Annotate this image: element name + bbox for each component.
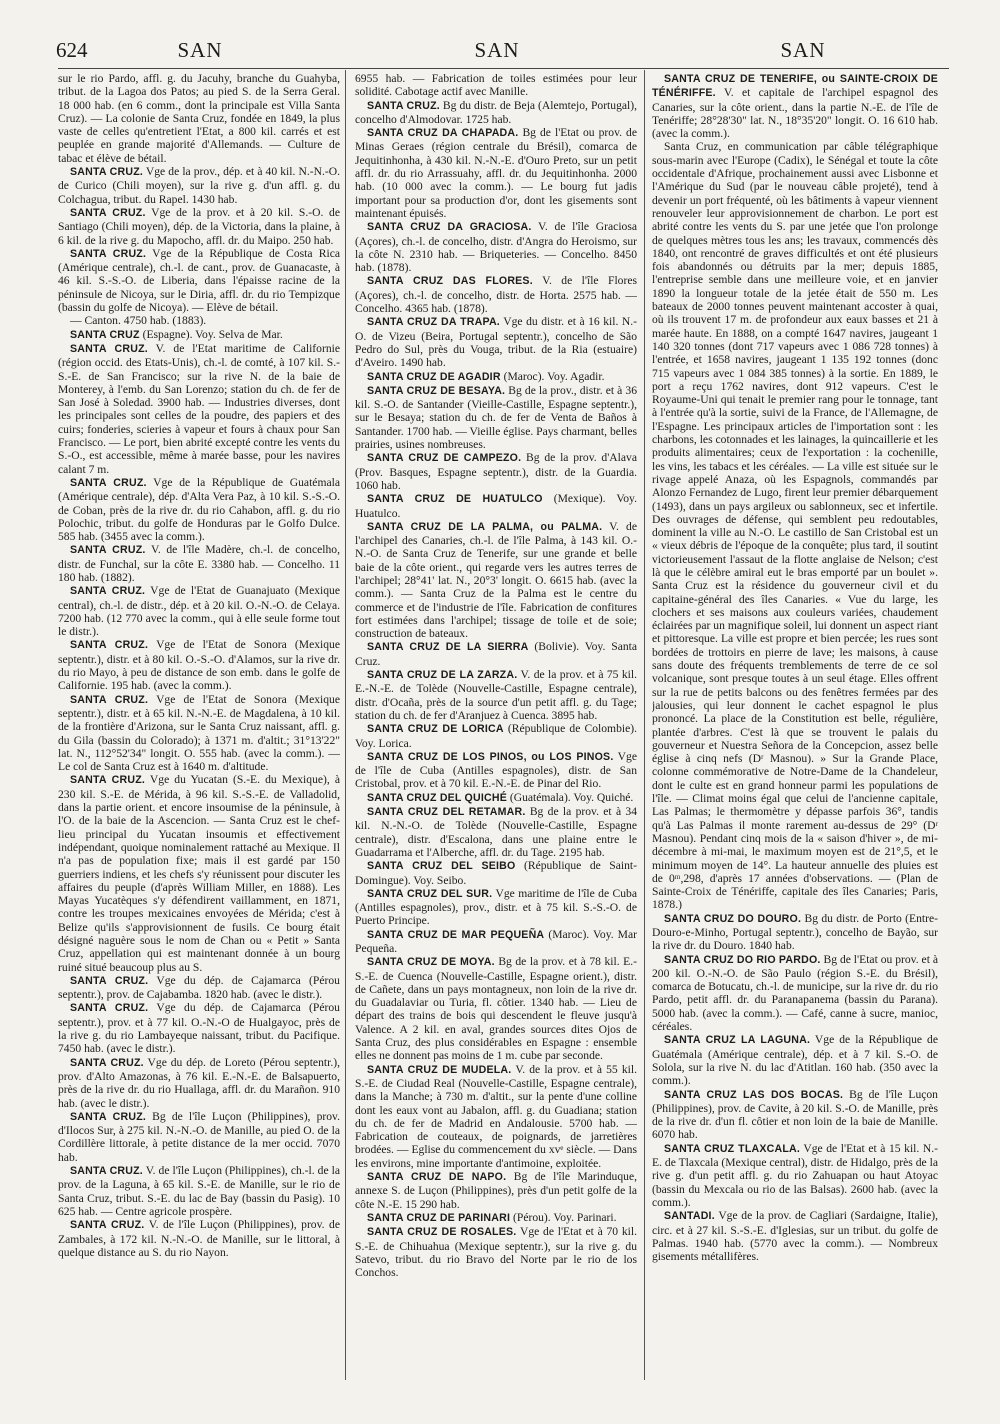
entry-text: Bg de la prov. d'Alava (Prov. Basques, Espagne septentr.), distr. de la Guardia. 1060 hab. xyxy=(355,451,637,492)
dictionary-entry xyxy=(355,220,637,274)
entry-text: V. et capitale de l'archipel espagnol des Canaries, sur la côte orient., dans la partie N.-E. de l'île de Tenériffe; 28°28'30" lat. N., 18°35'20" longit. O. 16 610 hab. (avec la comm.). xyxy=(652,86,938,141)
entry-headword: SANTA CRUZ DEL SUR. xyxy=(367,887,493,900)
entry-text: Vge de l'Etat et à 70 kil. S.-E. de Chihuahua (Mexique septentr.), sur la rive g. du Satevo, tribut. du rio Bravo del Norte par le rio de los Conchos. xyxy=(355,1225,637,1280)
entry-text: 6955 hab. — Fabrication de toiles estimées pour leur solidité. Cabotage actif avec Manille. xyxy=(355,72,637,99)
entry-headword: SANTA CRUZ DE MOYA. xyxy=(367,956,495,969)
entry-headword: SANTA CRUZ DA TRAPA. xyxy=(367,316,500,329)
dictionary-entry xyxy=(355,805,637,859)
entry-headword: SANTA CRUZ. xyxy=(70,774,146,787)
entry-headword: SANTA CRUZ DE MAR PEQUEÑA xyxy=(367,928,545,941)
dictionary-entry xyxy=(355,1063,637,1170)
entry-text: Vge de la République de Costa Rica (Amérique centrale), ch.-l. de cant., prov. de Guanacaste, à 46 kil. S.-S.-O. de Liberia, dans l'épaisse racine de la péninsule de Nicoya, sur le Diria, affl. dr. du rio Tempizque (bassin du golfe de Nicoya). — Elève de bétail. xyxy=(58,246,340,315)
entry-headword: SANTA CRUZ DEL QUICHÉ xyxy=(367,791,507,804)
entry-headword: SANTA CRUZ. xyxy=(70,1056,144,1069)
dictionary-entry xyxy=(58,342,340,476)
entry-text: V. de l'archipel des Canaries, ch.-l. de l'île Palma, à 143 kil. O.-N.-O. de Santa Cruz de Tenerife, sur une grande et belle baie de la côte orient., qui regarde vers les autres terres de l'archipel; 28°41' lat. N., 20°3' longit. O. 6615 hab. (avec la comm.). — Santa Cruz de la Palma est le centre du commerce et de l'industrie de l'île. Fabrication de confitures fort estimées dans l'archipel; tissage de toile et de soie; construction de bateaux. xyxy=(355,519,637,641)
entry-text: V. de l'île Flores (Açores), ch.-l. de concelho, distr. de Horta. 2575 hab. — Concelho. 4365 hab. (1878). xyxy=(355,274,637,316)
entry-text: Bg de la prov. et à 34 kil. N.-N.-O. de Tolède (Nouvelle-Castille, Espagne centrale), distr. d'Escalona, dans une plaine entre le Guadarrama et l'Alberche, affl. dr. du Tage. 2195 hab. xyxy=(355,805,637,859)
dictionary-entry xyxy=(355,668,637,722)
entry-headword: SANTA CRUZ. xyxy=(367,99,440,112)
entry-text: V. de l'Etat maritime de Californie (région occid. des Etats-Unis), ch.-l. de comté, à 107 kil. S.-S.-E. de San Francisco; sur la rive N. de la baie de Monterey, à l'emb. du San Lorenzo; station du ch. de fer de San José à Soledad. 3900 hab. — Industries diverses, dont les principales sont celles de la poudre, des papiers et des cuirs; fonderies, scieries à vapeur et fours à chaux pour San Francisco. — Le port, bien abrité excepté contre les vents du S.-O., est accessible, même à marée basse, pour les navires calant 7 m. xyxy=(58,341,340,476)
dictionary-entry xyxy=(58,476,340,543)
dictionary-entry xyxy=(355,887,637,928)
entry-headword: SANTA CRUZ DEL SEIBO xyxy=(367,860,516,873)
dictionary-entry xyxy=(355,1225,637,1279)
entry-headword: SANTA CRUZ DEL RETAMAR. xyxy=(367,806,526,819)
running-head-center: SAN xyxy=(474,38,520,62)
dictionary-entry xyxy=(58,1218,340,1259)
dictionary-entry xyxy=(355,1211,637,1225)
dictionary-entry xyxy=(355,370,637,384)
entry-text: V. de l'île Luçon (Philippines), prov. de Zambales, à 172 kil. N.-N.-O. de Manille, sur le littoral, à quelque distance au S. du rio Nayon. xyxy=(58,1218,340,1259)
entry-headword: SANTA CRUZ. xyxy=(70,342,148,355)
entry-headword: SANTA CRUZ. xyxy=(70,639,149,652)
entry-headword: SANTA CRUZ DE LA PALMA, ou PALMA. xyxy=(367,520,603,533)
running-head-left: SAN xyxy=(177,38,223,62)
text-column-2 xyxy=(355,72,637,1412)
entry-text: Vge du distr. et à 16 kil. N.-O. de Vizeu (Beira, Portugal septentr.), concelho de São Pedro do Sul, près du Vouga, tribut. de la Ria (estuaire) d'Aveiro. 1490 hab. xyxy=(355,315,637,370)
dictionary-entry xyxy=(58,1056,340,1110)
dictionary-entry xyxy=(652,1209,938,1263)
dictionary-entry xyxy=(58,72,340,165)
entry-headword: SANTA CRUZ DE CAMPEZO. xyxy=(367,452,522,465)
entry-text: (République de Colombie). Voy. Lorica. xyxy=(355,722,637,750)
dictionary-entry xyxy=(58,543,340,584)
text-column-1 xyxy=(58,72,340,1412)
entry-headword: SANTA CRUZ TLAXCALA. xyxy=(664,1142,800,1155)
entry-text: sur le rio Pardo, affl. g. du Jacuhy, branche du Guahyba, tribut. de la Lagoa dos Patos; au pied S. de la Serra Geral. 18 000 hab. (en 6 comm., dont la principale est Villa Santa Cruz). — La colonie de Santa Cruz, fondée en 1849, la plus vaste de celles qu'entretient l'Etat, a 800 kil. carrés et est peuplée en grande majorité d'Allemands. — Culture de tabac et élève de bétail. xyxy=(58,72,340,165)
entry-text: Vge du dép. de Cajamarca (Pérou septentr.), prov. de Cajabamba. 1820 hab. (avec le distr.). xyxy=(58,973,340,1002)
entry-headword: SANTA CRUZ LAS DOS BOCAS. xyxy=(664,1088,844,1101)
entry-headword: SANTA CRUZ DE LA SIERRA xyxy=(367,641,529,654)
dictionary-entry xyxy=(355,492,637,520)
entry-headword: SANTA CRUZ xyxy=(70,328,140,341)
page-number: 624 xyxy=(56,38,88,62)
entry-text: V. de la prov. et à 55 kil. S.-E. de Ciudad Real (Nouvelle-Castille, Espagne centrale), dans la Manche; à 730 m. d'altit., sur la pente d'une colline dont les eaux vont au Jabalon, affl. g. du Guadiana; station du ch. de fer de Madrid en Andalousie. 5700 hab. — Fabrication de couteaux, de poignards, de jarretières brodées. — Eglise du commencement du xvᵉ siècle. — Dans les environs, mine importante d'antimoine, exploitée. xyxy=(355,1062,637,1170)
entry-headword: SANTADI. xyxy=(664,1210,715,1223)
entry-text: (Bolivie). Voy. Santa Cruz. xyxy=(355,640,637,668)
entry-headword: SANTA CRUZ DO DOURO. xyxy=(664,912,802,925)
entry-text: Bg de l'Etat ou prov. de Minas Geraes (région centrale du Brésil), comarca de Jequitinhonha, à 430 kil. N.-N.-E. d'Ouro Preto, sur un petit affl. dr. du rio Arrassuahy, affl. dr. du Jequitinhonha. 2000 hab. (10 000 avec la comm.). — Le bourg fut jadis important pour sa production d'or, dont les gisements sont maintenant épuisés. xyxy=(355,126,637,220)
dictionary-entry xyxy=(652,953,938,1034)
entry-headword: SANTA CRUZ DE PARINARI xyxy=(367,1211,511,1224)
entry-headword: SANTA CRUZ DE LA ZARZA. xyxy=(367,669,518,682)
dictionary-entry xyxy=(58,328,340,342)
dictionary-entry xyxy=(652,912,938,953)
entry-text: Bg de la prov., distr. et à 36 kil. S.-O. de Santander (Vieille-Castille, Espagne septentr.), sur le Besaya; station du ch. de fer de Venta de Baños à Santander. 1700 hab. — Vieille église. Pays charmant, belles prairies, usines nombreuses. xyxy=(355,383,637,452)
dictionary-entry xyxy=(58,1110,340,1164)
dictionary-entry xyxy=(355,274,637,315)
dictionary-entry xyxy=(58,974,340,1002)
entry-headword: SANTA CRUZ. xyxy=(70,1002,149,1015)
entry-headword: SANTA CRUZ DE NAPO. xyxy=(367,1171,507,1184)
dictionary-entry xyxy=(355,126,637,220)
entry-headword: SANTA CRUZ. xyxy=(70,585,146,598)
dictionary-entry xyxy=(58,1164,340,1218)
dictionary-entry xyxy=(355,384,637,451)
text-column-3 xyxy=(652,72,938,1412)
entry-headword: SANTA CRUZ DE MUDELA. xyxy=(367,1063,512,1076)
entry-headword: SANTA CRUZ DAS FLORES. xyxy=(367,275,533,288)
entry-text: Vge de l'île de Cuba (Antilles espagnoles), distr. de San Cristobal, prov. et à 70 kil. E.-N.-E. de Pinar del Rio. xyxy=(355,749,637,791)
entry-text: Vge du dép. de Loreto (Pérou septentr.), prov. d'Alto Amazonas, à 76 kil. E.-N.-E. de Balsapuerto, près de la rive dr. du rio Huallaga, affl. dr. du Marañon. 910 hab. (avec le distr.). xyxy=(58,1055,340,1110)
entry-headword: SANTA CRUZ DA GRACIOSA. xyxy=(367,221,532,234)
entry-headword: SANTA CRUZ DE HUATULCO xyxy=(367,493,543,506)
entry-text: Bg de l'île Luçon (Philippines), prov. de Cavite, à 20 kil. S.-O. de Manille, près de la rive dr. d'un fl. côtier et non loin de la baie de Manille. 6070 hab. xyxy=(652,1087,938,1142)
dictionary-entry xyxy=(355,520,637,641)
dictionary-entry xyxy=(652,1033,938,1087)
entry-text: (Mexique). Voy. Huatulco. xyxy=(355,492,637,520)
entry-text: Vge de la prov. de Cagliari (Sardaigne, Italie), circ. et à 27 kil. S.-S.-E. d'Iglesias, sur un tribut. du golfe de Palmas. 1940 hab. (5770 avec la comm.). — Nombreux gisements métallifères. xyxy=(652,1209,938,1264)
entry-headword: SANTA CRUZ. xyxy=(70,247,147,260)
entry-text: Vge de la prov. et à 20 kil. S.-O. de Santiago (Chili moyen), dép. de la Victoria, dans la plaine, à 6 kil. de la rive g. du Mapocho, affl. dr. du Maipo. 250 hab. xyxy=(58,205,340,247)
dictionary-entry xyxy=(355,99,637,127)
entry-text: V. de l'île Madère, ch.-l. de concelho, distr. de Funchal, sur la côte E. 3380 hab. — Concelho. 11 180 hab. (1882). xyxy=(58,543,340,584)
dictionary-entry xyxy=(355,1170,637,1211)
entry-headword: SANTA CRUZ. xyxy=(70,166,144,179)
page-header xyxy=(0,38,1000,68)
entry-headword: SANTA CRUZ DE TENERIFE, ou SAINTE-CROIX DE TÉNÉRIFFE. xyxy=(652,73,938,100)
entry-text: Bg du distr. de Porto (Entre-Douro-e-Minho, Portugal septentr.), concelho de Bayão, sur la rive dr. du Douro. 1840 hab. xyxy=(652,911,938,953)
dictionary-entry xyxy=(355,72,637,99)
dictionary-entry xyxy=(58,584,340,638)
entry-headword: SANTA CRUZ DE LOS PINOS, ou LOS PINOS. xyxy=(367,750,614,763)
entry-text: Vge de l'Etat et à 15 kil. N.-E. de Tlaxcala (Mexique central), distr. de Hidalgo, près de la rive g. d'un petit affl. g. du rio Zahuapan ou haut Atoyac (bassin du Mexcala ou rio de las Balsas). 2600 hab. (avec la comm.). xyxy=(652,1141,938,1209)
entry-text: Santa Cruz, en communication par câble télégraphique sous-marin avec l'Europe (Cadix), le Sénégal et toute la côte occidentale d'Afrique, prochainement aussi avec Lisbonne et l'Amérique du Sud (par le nouveau câble projeté), tend à devenir un port fréquenté, où les bâtiments à vapeur viennent renouveler leur approvisionnement de charbon. Le port est abrité contre les vents du S. par une jetée que l'on prolonge de quelques mètres tous les ans; les travaux, commencés dès 1840, ont rencontré de graves difficultés et ont été plusieurs fois abandonnés ou détruits par la mer; depuis 1885, l'entreprise semble dans une meilleure voie, et en janvier 1890 la longueur totale de la jetée était de 550 m. Les bateaux de 2000 tonnes peuvent maintenant accoster à quai, où ils trouvent 17 m. de profondeur aux eaux basses et 21 à marée haute. En 1888, on a compté 1647 navires, jaugeant 1 140 320 tonnes (dont 717 vapeurs avec 1 086 728 tonnes) à l'entrée, et 1658 navires, jaugeant 1 135 192 tonnes (donc 715 vapeurs avec 1 084 385 tonnes) à la sortie. En 1889, le port a reçu 1762 navires, dont 912 vapeurs. C'est le Royaume-Uni qui tenait le premier rang pour le tonnage, tant à l'entrée qu'à la sortie, suivi de la France, de l'Allemagne, de l'Espagne. Les principaux articles de l'importation sont : les charbons, les cotonnades et les lainages, la quincaillerie et les produits alimentaires; ceux de l'exportation : la cochenille, les vins, les tabacs et les céréales. — La ville est située sur le rivage appelé Anaza, où les Espagnols, commandés par Alonzo Fernandez de Lugo, firent leur premier débarquement (1493), dans un pays argileux ou sablonneux, sec et infertile. Des ouvrages de défense, qui semblent peu redoutables, dominent la ville au N.-O. Le castillo de San Cristobal est un « vieux débris de l'époque de la conquête; plus tard, il soutint victorieusement l'assaut de la flotte anglaise de Nelson; c'est là que le célèbre amiral eut le bras emporté par un boulet ». Santa Cruz est la résidence du gouverneur civil et du capitaine-général des îles Canaries. « Vue du large, les clochers et ses maisons aux couleurs variées, chaudement éclairées par un magnifique soleil, lui donnent un aspect riant et pittoresque. La ville est propre et bien percée; les rues sont bordées de trottoirs en pierre de lave; les maisons, à cause sans doute des fréquents tremblements de terre de ce sol volcanique, sont presque toutes à un seul étage. Elles offrent sur la rue de petits balcons ou des fenêtres fermées par des jalousies, qui leur donnent le cachet espagnol le plus prononcé. La place de la Constitution est belle, régulière, plantée d'arbres. C'est là que se trouvent le palais du gouverneur et Nuestra Señora de la Concepcion, assez belle église à cinq nefs (Dʳ Masnou). » Sur la Grande Place, colonne commémorative de Notre-Dame de la Chandeleur, dont le culte est en grand honneur parmi les populations de l'île. — Climat moins égal que celui de l'ancienne capitale, Las Palmas; le thermomètre y dépasse parfois 36°, tandis qu'à Las Palmas il monte rarement au-dessus de 29° (Dʳ Masnou). Pendant cinq mois de la « saison d'hiver », de mi-décembre à mi-mai, le maximum moyen est de 21°,5, et le minimum moyen de 14°. La hauteur annuelle des pluies est de 0ᵐ,298, d'après 17 années d'observations. — (Plan de Sainte-Croix de Ténériffe, capitale des îles Canaries; Paris, 1878.) xyxy=(652,140,938,912)
entry-text: V. de l'île Graciosa (Açores), ch.-l. de concelho, distr. d'Angra do Heroismo, sur la côte N. 2310 hab. — Briqueteries. — Concelho. 8450 hab. (1878). xyxy=(355,220,637,275)
entry-text: Vge de l'Etat de Sonora (Mexique septentr.), distr. et à 65 kil. N.-N.-E. de Magdalena, à 10 kil. de la frontière d'Arizona, sur le Santa Cruz naissant, affl. g. du Gila (bassin du Colorado); à 1371 m. d'altit.; 31°13'22" lat. N., 112°52'34" longit. O. 555 hab. (avec la comm.). — Le col de Santa Cruz est à 1640 m. d'altitude. xyxy=(58,692,340,774)
running-head-right: SAN xyxy=(780,38,826,62)
entry-text: Vge de la prov., dép. et à 40 kil. N.-N.-O. de Curico (Chili moyen), sur la rive g. d'un affl. g. du Colchagua, tribut. du Rapel. 1430 hab. xyxy=(58,165,340,206)
entry-text: Bg de l'Etat ou prov. et à 200 kil. O.-N.-O. de São Paulo (région S.-E. du Brésil), comarca de Botucatu, ch.-l. de municipe, sur la rive dr. du rio Pardo, petit affl. dr. du Paranapanema (bassin du Parana). 5000 hab. (avec la comm.). — Café, canne à sucre, manioc, céréales. xyxy=(652,952,938,1034)
entry-text: Vge maritime de l'île de Cuba (Antilles espagnoles), prov., distr. et à 75 kil. S.-S.-O. de Puerto Principe. xyxy=(355,886,637,928)
dictionary-entry xyxy=(355,640,637,668)
entry-headword: SANTA CRUZ. xyxy=(70,693,149,706)
dictionary-entry xyxy=(58,206,340,247)
entry-headword: SANTA CRUZ DE ROSALES. xyxy=(367,1226,517,1239)
entry-text: V. de la prov. et à 75 kil. E.-N.-E. de Tolède (Nouvelle-Castille, Espagne centrale), distr. d'Ocaña, près de la source d'un petit affl. g. du Tage; station du ch. de fer d'Aranjuez à Cuenca. 3895 hab. xyxy=(355,668,637,722)
entry-text: V. de l'île Luçon (Philippines), ch.-l. de la prov. de la Laguna, à 65 kil. S.-E. de Manille, sur le rio de Santa Cruz, tribut. S.-E. du lac de Bay (bassin du Pasig). 10 625 hab. — Centre agricole prospère. xyxy=(58,1164,340,1218)
entry-text: Vge de l'Etat de Guanajuato (Mexique central), ch.-l. de distr., dép. et à 20 kil. O.-N.-O. de Celaya. 7200 hab. (12 770 avec la comm., qui à elle seule forme tout le distr.). xyxy=(58,584,340,639)
dictionary-entry xyxy=(652,72,938,140)
entry-headword: SANTA CRUZ. xyxy=(70,1165,143,1178)
entry-text: Vge de la République de Guatémala (Amérique centrale), dép. d'Alta Vera Paz, à 10 kil. S.-S.-O. de Coban, près de la rive dr. du rio Cahabon, affl. g. du rio Polochic, tribut. du golfe de Honduras par le Golfo Dulce. 585 hab. (3455 avec la comm.). xyxy=(58,475,340,544)
entry-headword: SANTA CRUZ. xyxy=(70,544,146,557)
dictionary-entry xyxy=(355,859,637,887)
header-rule xyxy=(58,68,949,69)
dictionary-entry xyxy=(58,165,340,206)
dictionary-entry xyxy=(652,1088,938,1142)
entry-text: Bg du distr. de Beja (Alemtejo, Portugal), concelho d'Almodovar. 1725 hab. xyxy=(355,98,637,126)
entry-text: Vge de l'Etat de Sonora (Mexique septentr.), distr. et à 80 kil. O.-S.-O. d'Alamos, sur la rive dr. du rio Mayo, à peu de distance de son emb. dans le golfe de Californie. 195 hab. (avec la comm.). xyxy=(58,638,340,693)
column-divider xyxy=(644,70,645,1380)
entry-headword: SANTA CRUZ DE LORICA xyxy=(367,723,504,736)
entry-text: Vge du dép. de Cajamarca (Pérou septentr.), prov. et à 77 kil. O.-N.-O de Hualgayoc, près de la rive g. du rio Lambayeque naissant, tribut. du Pacifique. 7450 hab. (avec le distr.). xyxy=(58,1001,340,1056)
entry-text: (Maroc). Voy. Mar Pequeña. xyxy=(355,927,637,955)
dictionary-entry xyxy=(58,773,340,973)
entry-text: (Pérou). Voy. Parinari. xyxy=(513,1210,617,1224)
entry-headword: SANTA CRUZ DE BESAYA. xyxy=(367,384,506,397)
entry-headword: SANTA CRUZ LA LAGUNA. xyxy=(664,1034,811,1047)
entry-text: Vge du Yucatan (S.-E. du Mexique), à 230 kil. S.-E. de Mérida, à 96 kil. S.-S.-E. de Valladolid, dans la partie orient. et encore insoumise de la péninsule, à l'O. de la baie de la Ascencion. — Santa Cruz est le chef-lieu principal du Yucatan insoumis et effectivement indépendant, quoique nominalement rattaché au Mexique. Il n'a pas de population fixe; mais il est gardé par 150 guerriers indiens, et les chefs s'y réunissent pour discuter les affaires du peuple (d'après William Miller, en 1888). Les Mayas Yucatèques s'y défendirent vaillamment, en 1871, contre les troupes mexicaines envoyées de Mérida; c'est à Belize qu'ils s'approvisionnent de fusils. Ce bourg était désigné naguère sous le nom de Chan ou « Petit » Santa Cruz, appellation qui est maintenant donnée à un bourg ruiné situé beaucoup plus au S. xyxy=(58,773,340,974)
dictionary-entry xyxy=(355,750,637,791)
dictionary-entry xyxy=(355,791,637,805)
entry-text: Bg de l'île Marinduque, annexe S. de Luçon (Philippines), près d'un petit golfe de la côte N.-E. 15 290 hab. xyxy=(355,1170,637,1211)
dictionary-entry xyxy=(652,140,938,911)
dictionary-entry xyxy=(58,1001,340,1055)
dictionary-entry xyxy=(355,955,637,1062)
entry-text: (Espagne). Voy. Selva de Mar. xyxy=(142,327,283,341)
column-divider xyxy=(345,70,346,1380)
entry-headword: SANTA CRUZ. xyxy=(70,1219,145,1232)
entry-text: Vge de la République de Guatémala (Amérique centrale), dép. et à 7 kil. S.-O. de Solola, sur la rive N. du lac d'Atitlan. 160 hab. (350 avec la comm.). xyxy=(652,1033,938,1088)
entry-text: Bg de l'île Luçon (Philippines), prov. d'Ilocos Sur, à 275 kil. N.-N.-O. de Manille, au pied O. de la Cordillère littorale, à petite distance de la mer occid. 7070 hab. xyxy=(58,1109,340,1164)
entry-headword: SANTA CRUZ DA CHAPADA. xyxy=(367,127,519,140)
dictionary-entry xyxy=(58,247,340,314)
dictionary-entry xyxy=(355,928,637,956)
entry-text: (Maroc). Voy. Agadir. xyxy=(503,369,605,383)
dictionary-entry xyxy=(58,693,340,774)
entry-text: (République de Saint-Domingue). Voy. Seibo. xyxy=(355,859,637,887)
dictionary-entry xyxy=(355,722,637,750)
entry-headword: SANTA CRUZ DE AGADIR xyxy=(367,370,501,383)
entry-text: — Canton. 4750 hab. (1883). xyxy=(70,314,207,328)
dictionary-entry xyxy=(58,638,340,692)
dictionary-entry xyxy=(58,314,340,327)
entry-text: Bg de la prov. et à 78 kil. E.-S.-E. de Cuenca (Nouvelle-Castille, Espagne orient.), distr. de Cañete, dans un pays montagneux, non loin de la rive dr. du Guadalaviar ou Turia, fl. côtier. 1340 hab. — Lieu de départ des trains de bois qui descendent le fleuve jusqu'à Valence. A 2 kil. en aval, grandes sources dites Ojos de Santa Cruz, des plus considérables en Espagne : ensemble elles ne donnent pas moins de 1 m. cube par seconde. xyxy=(355,955,637,1063)
entry-headword: SANTA CRUZ. xyxy=(70,1110,147,1123)
entry-headword: SANTA CRUZ DO RIO PARDO. xyxy=(664,953,821,966)
entry-headword: SANTA CRUZ. xyxy=(70,476,147,489)
dictionary-entry xyxy=(355,315,637,369)
dictionary-entry xyxy=(652,1142,938,1209)
entry-text: (Guatémala). Voy. Quiché. xyxy=(509,790,634,804)
dictionary-entry xyxy=(355,451,637,492)
entry-headword: SANTA CRUZ. xyxy=(70,974,149,987)
entry-headword: SANTA CRUZ. xyxy=(70,206,146,219)
